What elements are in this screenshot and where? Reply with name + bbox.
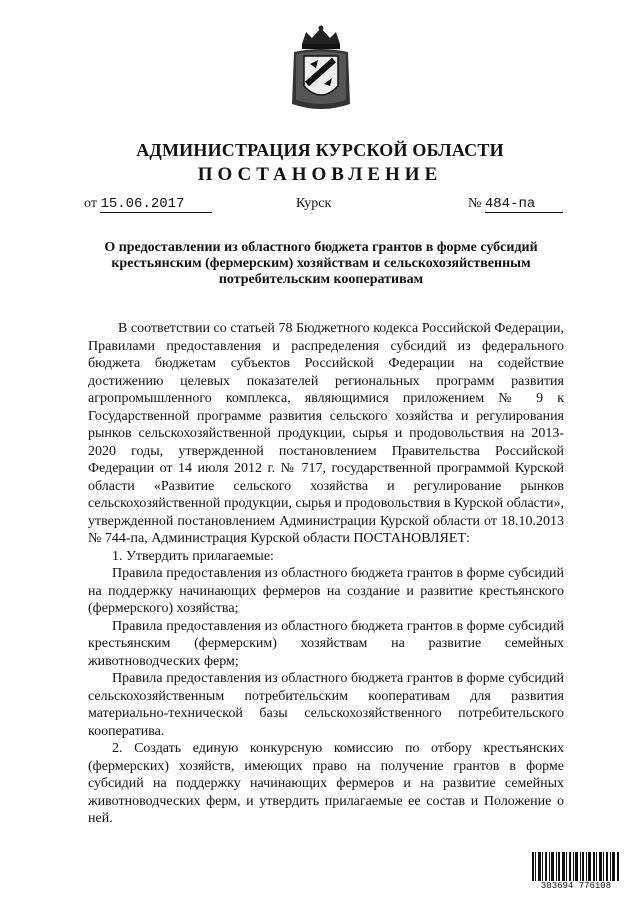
kursk-coat-of-arms-icon — [288, 24, 354, 114]
document-type: ПОСТАНОВЛЕНИЕ — [197, 164, 443, 185]
date-prefix: от — [84, 196, 97, 211]
clause-1: 1. Утвердить прилагаемые: — [112, 548, 274, 564]
agency-name: АДМИНИСТРАЦИЯ КУРСКОЙ ОБЛАСТИ — [136, 140, 504, 160]
number-prefix: № — [468, 196, 482, 211]
number-value: 484-па — [485, 196, 563, 213]
barcode-number: 303694 776108 — [530, 881, 622, 891]
date-value: 15.06.2017 — [100, 196, 212, 213]
document-title: О предоставлении из областного бюджета грантов в форме субсидий крестьянским (фермерским) хозяйствам и сельскохозяйственным потребительским кооперативам — [104, 240, 538, 287]
preamble-paragraph: В соответствии со статьей 78 Бюджетного кодекса Российской Федерации, Правилами предоставления и распределения субсидий из федерального бюджета бюджетам субъектов Российской Федерации на содействие достижению целевых показателей региональных программ развития агропромышленного комплекса, являющимися приложением № 9 к Государственной программе развития сельского хозяйства и регулирования рынков сельскохозяйственной продукции, сырья и продовольствия на 2013-2020 годы, утвержденной постановлением Правительства Российской Федерации от 14 июля 2012 г. № 717, государственной программой Курской области «Развитие сельского хозяйства и регулирование рынков сельскохозяйственной продукции, сырья и продовольствия в Курской области», утвержденной постановлением Администрации Курской области от 18.10.2013 № 744-па, Администрация Курской области ПОСТАНОВЛЯЕТ: — [88, 321, 564, 546]
clause-1-item-2: Правила предоставления из областного бюджета грантов в форме субсидий крестьянским (фермерским) хозяйствам на развитие семейных животноводческих ферм; — [88, 618, 564, 669]
document-number — [468, 196, 563, 213]
document-city: Курск — [296, 196, 332, 211]
document-body — [88, 320, 564, 828]
clause-1-item-3: Правила предоставления из областного бюджета грантов в форме субсидий сельскохозяйственным потребительским кооперативам для развития материально-технической базы сельскохозяйственного потребительского кооператива. — [88, 671, 564, 739]
clause-2: 2. Создать единую конкурсную комиссию по отбору крестьянских (фермерских) хозяйств, имеющих право на получение грантов в форме субсидий на поддержку начинающих фермеров и на развитие семейных животноводческих ферм, и утвердить прилагаемые ее состав и Положение о ней. — [88, 741, 564, 826]
clause-1-item-1: Правила предоставления из областного бюджета грантов в форме субсидий на поддержку начинающих фермеров на создание и развитие крестьянского (фермерского) хозяйства; — [88, 566, 564, 616]
document-date — [84, 196, 212, 213]
